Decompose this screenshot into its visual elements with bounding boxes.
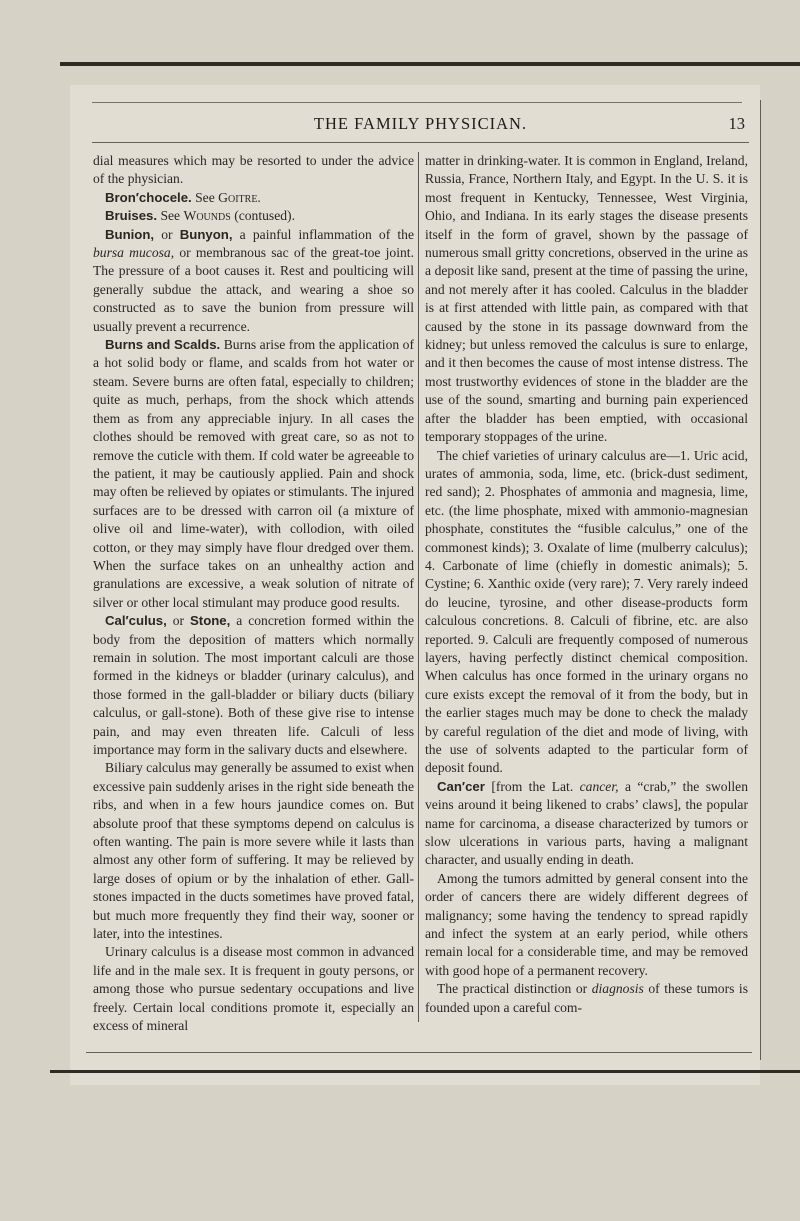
entry-term: Bruises. [105,208,158,224]
cross-reference: Wounds [183,208,231,224]
entry-burns-and-scalds: Burns and Scalds. Burns arise from the application of a hot solid body or flame, and scalds from hot water or steam. Severe burns are often fatal, especially to children; quite as much, perhaps, from the shock which attends them as from any appreciable injury. In all cases the clothes should be removed with great care, so as not to remove the cuticle with them. If cold water be agreeable to the patient, it may be cautiously applied. Pain and shock may often be relieved by opiates or stimulants. The injured surfaces are to be dressed with carron oil (a mixture of olive oil and lime-water), with collodion, with oiled cotton, or they may simply have flour dredged over them. When the surface takes on an unhealthy action and granulations are excessive, a weak solution of nitrate of silver or other local stimulant may produce good results. [93,337,414,610]
paragraph: Biliary calculus may generally be assumed to exist when excessive pain suddenly arises in the right side beneath the ribs, and when in a few hours jaundice comes on. But absolute proof that these symptoms depend on calculus is often wanting. The pain is more severe while it lasts than almost any other form of suffering. It may be relieved by large doses of opium or by the inhalation of ether. Gall-stones impacted in the ducts sometimes have proved fatal, but much more frequently they find their way, sooner or later, into the intestines. [93,760,414,942]
entry-bruises: Bruises. See Wounds (contused). [105,208,295,224]
entry-cancer: Can′cer [from the Lat. cancer, a “crab,” the swollen veins around it being likened to crabs’ claws], the popular name for carcinoma, a disease characterized by tumors or slow ulcerations in various parts, having a malignant character, and usually ending in death. [425,778,748,868]
frame-rule-header-under [92,142,749,143]
paragraph: The chief varieties of urinary calculus are—1. Uric acid, urates of ammonia, soda, lime, etc. (brick-dust sediment, red sand); 2. Phosphates of ammonia and magnesia, lime, etc. (the lime phosphate, mixed with ammonio-magnesian phosphate, constitutes the “fusible calculus,” one of the commonest kinds); 3. Oxalate of lime (mulberry calculus); 4. Carbonate of lime (chiefly in domestic animals); 5. Cystine; 6. Xanthic oxide (very rare); 7. Very rarely indeed do leucine, tyrosine, and other disease-products form calculous concretions. 8. Calculi of fibrine, etc. are also reported. 9. Calculi are frequently composed of numerous layers, having perfectly distinct chemical composition. When calculus has once formed in the urinary organs no cure exists except the removal of it from the body, but in the earlier stages much may be done to check the malady by careful regulation of the diet and mode of living, with the use of solvents adapted to the particular form of deposit found. [425,447,748,776]
entry-calculus: Cal′culus, or Stone, a concretion formed within the body from the deposition of matters which normally remain in solution. The most important calculi are those formed in the kidneys or bladder (urinary calculus), and those formed in the gall-bladder or biliary ducts (biliary calculus, or gall-stone). Both of these give rise to intense pain, and may even threaten life. Calculi of less importance may form in the salivary ducts and elsewhere. [93,613,414,757]
paragraph: matter in drinking-water. It is common in England, Ireland, Russia, France, Northern Italy, and Egypt. In the U. S. it is most frequent in Kentucky, Tennessee, West Virginia, Ohio, and Indiana. In its early stages the disease presents itself in the form of gravel, shown by the passage of numerous small gritty concretions, observed in the urine as a deposit like sand, present at the time of passing the urine, and not merely after it has cooled. Calculus in the bladder is at first attended with little pain, as compared with that caused by the stone in its passage downward from the kidney; but unless removed the calculus is sure to enlarge, and it then becomes the cause of most intense distress. The most trustworthy evidences of stone in the bladder are the use of the sound, smarting and burning pain experienced after the bladder has been emptied, with occasional temporary stoppages of the urine. [425,153,748,445]
frame-rule-right [760,100,761,1060]
entry-term: Cal′culus, [105,613,167,629]
left-column [93,152,414,1036]
entry-bunion: Bunion, or Bunyon, a painful inflammation of the bursa mucosa, or membranous sac of the great-toe joint. The pressure of a boot causes it. Rest and poulticing will generally subdue the attack, and wearing a shoe so constructed as to save the bunion from pressure will usually prevent a recurrence. [93,226,415,334]
entry-term: Bunion, [105,226,155,242]
running-header [92,114,749,138]
page-number: 13 [728,114,745,133]
frame-rule-top-inner [92,102,742,103]
column-divider [418,152,419,1022]
paragraph: dial measures which may be resorted to under the advice of the physician. [93,153,414,187]
entry-term: Bron′chocele. [105,189,192,205]
frame-rule-bottom [50,1070,800,1073]
frame-rule-bottom-inner [86,1052,752,1053]
entry-term: Stone, [190,613,231,629]
entry-term: Can′cer [437,778,485,794]
paragraph: Urinary calculus is a disease most common in advanced life and in the male sex. It is frequent in gouty persons, or among those who pursue sedentary occupations and live freely. Certain local conditions promote it, especially an excess of mineral [93,944,414,1034]
entry-term: Burns and Scalds. [105,337,221,353]
paragraph: The practical distinction or diagnosis of these tumors is founded upon a careful com- [425,981,748,1015]
paragraph: Among the tumors admitted by general consent into the order of cancers there are widely different degrees of malignancy; some having the tendency to spread rapidly and infect the system at an early period, while others remain local for a considerable time, and may be removed with good hope of a permanent recovery. [425,870,748,978]
right-column [425,152,748,1017]
frame-rule-top [60,62,800,66]
entry-term: Bunyon, [179,226,233,242]
cross-reference: Goitre. [218,189,261,205]
header-title: THE FAMILY PHYSICIAN. [313,114,528,133]
entry-bronchocele: Bron′chocele. See Goitre. [105,189,261,205]
